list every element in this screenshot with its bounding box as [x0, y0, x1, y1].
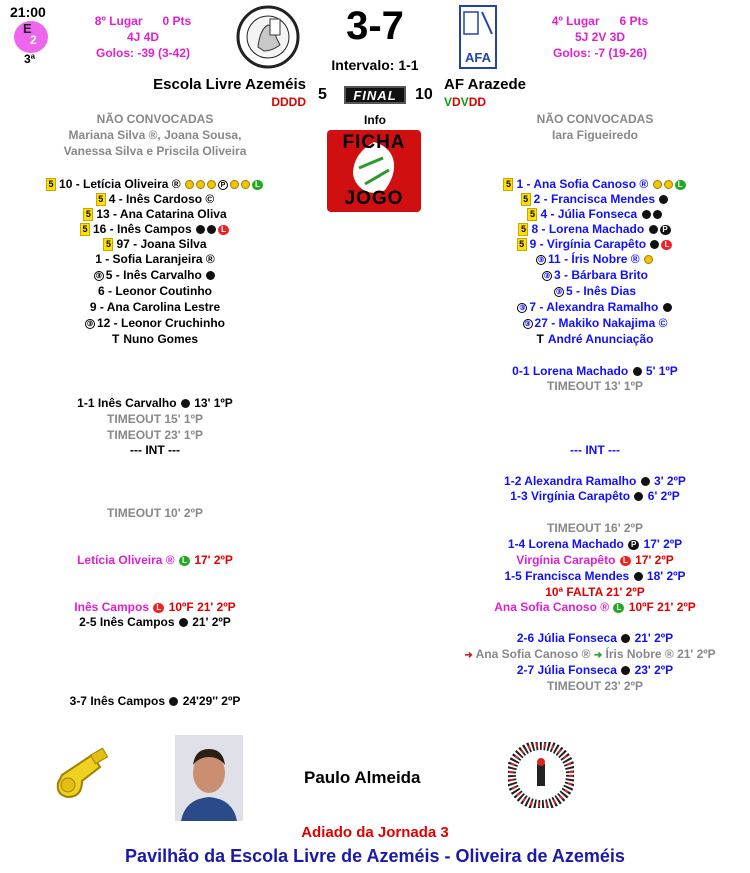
goal-ball-icon	[641, 477, 650, 486]
goal-ball-icon	[169, 697, 178, 706]
goal-ball-icon	[207, 180, 216, 189]
sq5-icon: 5	[503, 178, 513, 191]
circled-3-icon: ③	[543, 273, 551, 280]
home-player-row[interactable]	[20, 222, 290, 237]
circled-3-icon: ③	[519, 305, 526, 312]
away-form-d1: D	[452, 95, 461, 109]
goal-ball-icon	[659, 195, 668, 204]
away-place: 4º Lugar 6 Pts	[551, 14, 649, 28]
away-crest-logo[interactable]	[458, 4, 498, 70]
event-time: 13' 1ºP	[194, 396, 233, 410]
goal-ball-icon	[633, 367, 642, 376]
event-text: Inês Campos	[74, 600, 149, 614]
home-event: TIMEOUT 15' 1ºP	[107, 412, 203, 426]
player-name: 12 - Leonor Cruchinho	[96, 316, 225, 330]
sub-in-arrow-icon: ➜	[593, 650, 603, 661]
away-event	[465, 474, 725, 489]
sq5-icon: 5	[521, 193, 531, 206]
coach-name: André Anunciação	[547, 332, 654, 346]
event-time: 17' 2ºP	[194, 553, 233, 567]
away-player-row[interactable]	[465, 222, 725, 237]
event-text: 1-2 Alexandra Ramalho	[504, 474, 637, 488]
player-name: 16 - Inês Campos	[92, 222, 192, 236]
red-card-icon: L	[153, 603, 164, 613]
circled-3-icon: ③	[537, 257, 545, 264]
away-event: 10ª FALTA 21' 2ºP	[545, 585, 645, 599]
home-player-row[interactable]	[20, 252, 290, 267]
event-text: 2-6 Júlia Fonseca	[516, 631, 617, 645]
player-name: 10 - Letícia Oliveira ®	[59, 177, 181, 191]
final-status-text: FINAL	[353, 88, 397, 103]
away-event: TIMEOUT 16' 2ºP	[547, 521, 643, 535]
event-time: 18' 2ºP	[646, 569, 686, 583]
goal-ball-icon	[196, 225, 205, 234]
league-logo[interactable]	[508, 742, 574, 808]
event-time: 10ºF 21' 2ºP	[168, 600, 236, 614]
phase-badge	[14, 21, 48, 53]
goal-ball-icon	[621, 634, 630, 643]
sq5-icon: 5	[518, 223, 528, 236]
event-text: 1-1 Inês Carvalho	[77, 396, 177, 410]
away-player-row[interactable]	[465, 207, 725, 222]
match-time: 21:00	[10, 4, 46, 20]
away-player-row[interactable]	[465, 237, 725, 252]
away-event	[465, 600, 725, 615]
event-time: 10ºF 21' 2ºP	[628, 600, 696, 614]
away-team-name[interactable]: AF Arazede	[444, 76, 526, 93]
event-text: 1-5 Francisca Mendes	[504, 569, 630, 583]
event-text: Ana Sofia Canoso ®	[475, 647, 591, 661]
goal-ball-icon	[653, 210, 662, 219]
away-event	[465, 569, 725, 584]
penalty-icon: P	[218, 180, 228, 190]
event-text: 2-5 Inês Campos	[79, 615, 175, 629]
away-player-row[interactable]	[465, 284, 725, 299]
home-player-row[interactable]	[20, 300, 290, 315]
event-text: 1-3 Virgínia Carapêto	[510, 489, 631, 503]
away-event	[465, 631, 725, 646]
player-name: 5 - Inês Carvalho	[105, 268, 202, 282]
goal-ball-icon	[653, 180, 662, 189]
player-name: 9 - Ana Carolina Lestre	[89, 300, 221, 314]
ficha-text: FICHA	[342, 132, 406, 153]
sq5-icon: 5	[96, 193, 106, 206]
goal-ball-icon	[196, 180, 205, 189]
goal-ball-icon	[644, 255, 653, 264]
event-time: 17' 2ºP	[635, 553, 674, 567]
home-event: TIMEOUT 23' 1ºP	[107, 428, 203, 442]
event-time: 5' 1ºP	[645, 364, 678, 378]
home-player-row[interactable]	[20, 237, 290, 252]
jogo-text: JOGO	[344, 188, 404, 209]
home-form: DDDD	[271, 95, 306, 109]
home-fouls: 5	[318, 86, 327, 103]
away-event	[465, 489, 725, 504]
goal-ball-icon	[179, 618, 188, 627]
away-not-called-1: Iara Figueiredo	[551, 128, 639, 142]
player-name: 97 - Joana Silva	[116, 237, 207, 251]
away-form-v2: V	[460, 95, 469, 109]
player-name: 9 - Virgínia Carapêto	[529, 237, 647, 251]
coach-icon: T	[111, 332, 120, 346]
ficha-jogo-button[interactable]	[325, 128, 423, 214]
player-name: 7 - Alexandra Ramalho	[529, 300, 659, 314]
interval-score: Intervalo: 1-1	[331, 57, 419, 73]
referee-name: Paulo Almeida	[304, 768, 421, 787]
event-text: Virgínia Carapêto	[516, 553, 616, 567]
player-name: 3 - Bárbara Brito	[553, 268, 649, 282]
away-event: TIMEOUT 23' 2ºP	[547, 679, 643, 693]
away-form-v1: V	[444, 95, 453, 109]
goal-ball-icon	[206, 271, 215, 280]
sq5-icon: 5	[83, 208, 93, 221]
away-form	[444, 95, 486, 109]
away-player-row[interactable]	[465, 252, 725, 267]
event-text: 1-4 Lorena Machado	[507, 537, 624, 551]
postponed-note: Adiado da Jornada 3	[301, 824, 449, 841]
event-time: 6' 2ºP	[647, 489, 680, 503]
goal-ball-icon	[663, 303, 672, 312]
away-event	[465, 364, 725, 379]
referee-photo[interactable]	[175, 735, 243, 821]
goal-ball-icon	[207, 225, 216, 234]
penalty-icon: P	[660, 225, 671, 235]
match-phase: 3ª	[24, 52, 36, 66]
home-player-row[interactable]	[20, 192, 290, 207]
event-time: 21' 2ºP	[192, 615, 231, 629]
player-name: 27 - Makiko Nakajima ©	[534, 316, 668, 330]
coach-icon: T	[536, 332, 544, 346]
away-event: --- INT ---	[570, 443, 620, 457]
home-player-row[interactable]	[20, 284, 290, 299]
away-not-called-title: NÃO CONVOCADAS	[536, 112, 654, 126]
circled-3-icon: ③	[555, 289, 563, 296]
home-team-name[interactable]: Escola Livre Azeméis	[153, 76, 306, 93]
away-event	[465, 553, 725, 568]
home-place: 8º Lugar 0 Pts	[94, 14, 192, 28]
event-text: 2-7 Júlia Fonseca	[516, 663, 617, 677]
event-time: 24'29'' 2ºP	[182, 694, 241, 708]
goal-ball-icon	[230, 180, 239, 189]
event-text: 3-7 Inês Campos	[69, 694, 166, 708]
sq5-icon: 5	[517, 238, 527, 251]
goal-ball-icon	[634, 572, 643, 581]
goal-ball-icon	[181, 399, 190, 408]
sq5-icon: 5	[46, 178, 56, 191]
green-card-icon: L	[179, 556, 190, 566]
home-player-row[interactable]	[20, 316, 290, 331]
away-coach-row[interactable]	[465, 332, 725, 347]
away-player-row[interactable]	[465, 300, 725, 315]
player-name: 11 - Íris Nobre ®	[548, 252, 640, 266]
goal-ball-icon	[241, 180, 250, 189]
home-not-called-1: Mariana Silva ®, Joana Sousa,	[68, 128, 242, 142]
info-link[interactable]: Info	[364, 113, 386, 127]
home-event: TIMEOUT 10' 2ºP	[107, 506, 203, 520]
event-text: Íris Nobre ® 21' 2ºP	[605, 647, 716, 661]
whistle-icon	[52, 745, 122, 805]
player-name: 8 - Lorena Machado	[531, 222, 645, 236]
phase-badge-letter: E	[23, 21, 32, 36]
venue-text[interactable]: Pavilhão da Escola Livre de Azeméis - Oliveira de Azeméis	[125, 846, 625, 866]
home-not-called-title: NÃO CONVOCADAS	[96, 112, 214, 126]
player-name: 4 - Inês Cardoso ©	[108, 192, 215, 206]
goal-ball-icon	[649, 225, 658, 234]
event-text: Letícia Oliveira ®	[77, 553, 175, 567]
player-name: 5 - Inês Dias	[565, 284, 637, 298]
red-card-icon: L	[218, 225, 229, 235]
home-event	[20, 396, 290, 411]
event-text: Ana Sofia Canoso ®	[494, 600, 610, 614]
goal-ball-icon	[634, 492, 643, 501]
penalty-icon: P	[628, 540, 639, 550]
home-coach-row[interactable]	[20, 332, 290, 347]
player-name: 2 - Francisca Mendes	[533, 192, 656, 206]
sq5-icon: 5	[103, 238, 113, 251]
svg-text:AFA: AFA	[465, 50, 491, 65]
green-card-icon: L	[613, 603, 624, 613]
red-card-icon: L	[661, 240, 672, 250]
home-player-row[interactable]	[20, 268, 290, 283]
away-goals: Golos: -7 (19-26)	[552, 46, 648, 60]
away-player-row[interactable]	[465, 316, 725, 331]
player-name: 6 - Leonor Coutinho	[98, 284, 212, 298]
sq5-icon: 5	[80, 223, 90, 236]
away-event: TIMEOUT 13' 1ºP	[547, 379, 643, 393]
coach-name: Nuno Gomes	[123, 332, 198, 346]
player-name: 1 - Ana Sofia Canoso ®	[516, 177, 649, 191]
home-goals: Golos: -39 (3-42)	[95, 46, 191, 60]
home-event: --- INT ---	[130, 443, 180, 457]
final-status-badge	[344, 86, 406, 104]
home-crest-logo[interactable]	[236, 5, 300, 69]
away-fouls: 10	[415, 86, 433, 103]
circled-3-icon: ③	[86, 321, 94, 328]
event-time: 3' 2ºP	[654, 474, 686, 488]
goal-ball-icon	[185, 180, 194, 189]
green-card-icon: L	[675, 180, 686, 190]
goal-ball-icon	[642, 210, 651, 219]
event-time: 21' 2ºP	[634, 631, 674, 645]
away-player-row[interactable]	[465, 268, 725, 283]
goal-ball-icon	[650, 240, 659, 249]
home-player-row[interactable]	[20, 177, 290, 192]
player-name: 13 - Ana Catarina Oliva	[96, 207, 227, 221]
home-player-row[interactable]	[20, 207, 290, 222]
away-event	[465, 663, 725, 678]
away-event	[440, 647, 740, 663]
home-event	[20, 600, 290, 615]
home-event	[20, 694, 290, 709]
red-card-icon: L	[620, 556, 631, 566]
final-score: 3-7	[346, 4, 404, 48]
sub-out-arrow-icon: ➜	[464, 650, 473, 661]
circled-3-icon: ③	[524, 321, 531, 328]
event-time: 23' 2ºP	[634, 663, 674, 677]
circled-3-icon: ③	[95, 273, 102, 280]
away-player-row[interactable]	[465, 192, 725, 207]
away-form-d2: DD	[468, 95, 487, 109]
event-text: 0-1 Lorena Machado	[512, 364, 629, 378]
event-time: 17' 2ºP	[643, 537, 683, 551]
player-name: 1 - Sofia Laranjeira ®	[95, 252, 215, 266]
home-event	[20, 553, 290, 568]
sq5-icon: 5	[527, 208, 537, 221]
green-card-icon: L	[252, 180, 263, 190]
goal-ball-icon	[664, 180, 673, 189]
home-not-called-2: Vanessa Silva e Priscila Oliveira	[63, 144, 247, 158]
away-event	[465, 537, 725, 552]
phase-badge-number: 2	[30, 33, 37, 47]
goal-ball-icon	[621, 666, 630, 675]
player-name: 4 - Júlia Fonseca	[540, 207, 638, 221]
home-event	[20, 615, 290, 630]
away-player-row[interactable]	[465, 177, 725, 192]
away-record: 5J 2V 3D	[574, 30, 626, 44]
home-record: 4J 4D	[126, 30, 160, 44]
